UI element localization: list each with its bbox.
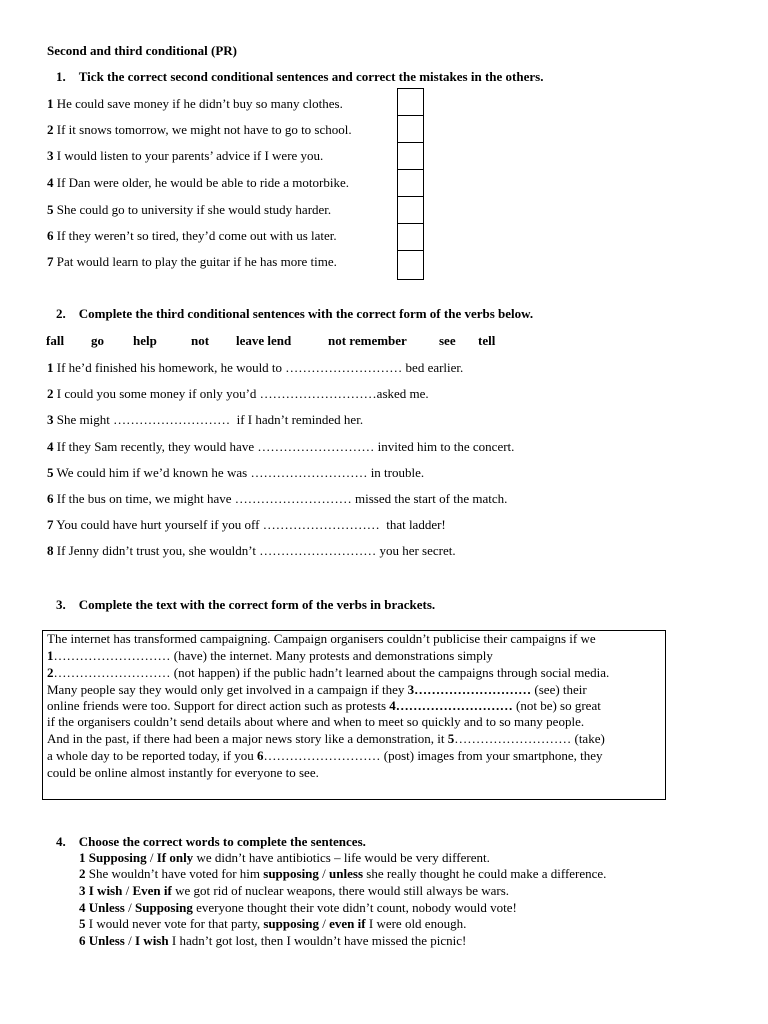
tick-box[interactable] xyxy=(397,142,424,170)
text-box-line xyxy=(47,665,609,681)
s1-sentence xyxy=(47,96,343,112)
s1-sentence-text: She could go to university if she would study harder. xyxy=(56,202,332,217)
s2-sentence-end: that ladder! xyxy=(379,517,446,532)
s4-sentence xyxy=(79,916,466,932)
text-run: online friends were too. Support for direct action such as protests xyxy=(47,698,390,713)
s2-sentence-end: if I hadn’t reminded her. xyxy=(230,412,364,427)
s1-sentence xyxy=(47,202,331,218)
text-box-line xyxy=(47,731,605,747)
bold-text-run: Even if xyxy=(132,883,172,898)
s2-sentence-start: If the bus on time, we might have xyxy=(56,491,235,506)
s2-sentence-number: 7 xyxy=(47,517,54,532)
s2-answer-blank[interactable]: ……………………… xyxy=(285,360,403,375)
s2-sentence xyxy=(47,517,446,533)
bold-text-run: 3 I wish xyxy=(79,883,123,898)
section-1-number: 1. xyxy=(56,69,66,84)
s2-sentence xyxy=(47,465,424,481)
text-box-line xyxy=(47,748,603,764)
bold-text-run: 4……………………… xyxy=(389,698,513,713)
s1-sentence xyxy=(47,148,323,164)
section-1-heading-text: Tick the correct second conditional sentences and correct the mistakes in the others. xyxy=(78,69,544,84)
bold-text-run: 2 xyxy=(47,665,54,680)
s2-sentence xyxy=(47,439,514,455)
text-run: (see) their xyxy=(531,682,587,697)
verb-word: fall xyxy=(46,333,65,348)
text-run: a whole day to be reported today, if you xyxy=(47,748,257,763)
text-run: could be online almost instantly for everyone to see. xyxy=(47,765,319,780)
s2-sentence-number: 3 xyxy=(47,412,54,427)
verb-word: not xyxy=(191,333,210,348)
text-run: Many people say they would only get involved in a campaign if they xyxy=(47,682,408,697)
s4-sentence xyxy=(79,850,490,866)
bold-text-run: even if xyxy=(329,916,366,931)
s2-answer-blank[interactable]: ……………………… xyxy=(257,439,375,454)
s2-sentence-end: you her secret. xyxy=(376,543,456,558)
s2-sentence-end: in trouble. xyxy=(367,465,425,480)
verb-word: go xyxy=(91,333,104,348)
s2-sentence-start: If they Sam recently, they would have xyxy=(56,439,258,454)
s2-sentence-end: asked me. xyxy=(376,386,429,401)
s2-sentence-start: You could have hurt yourself if you off xyxy=(56,517,263,532)
bold-text-run: unless xyxy=(329,866,364,881)
s2-sentence xyxy=(47,491,507,507)
text-run: The internet has transformed campaigning. Campaign organisers couldn’t publicise their campaigns if we xyxy=(47,631,596,646)
s4-sentence xyxy=(79,933,466,949)
s2-sentence-end: bed earlier. xyxy=(402,360,464,375)
section-3-heading-text: Complete the text with the correct form of the verbs in brackets. xyxy=(78,597,436,612)
verb-word: tell xyxy=(478,333,496,348)
s2-sentence-start: She might xyxy=(56,412,114,427)
text-run: if the organisers couldn’t send details about where and when to meet so quickly and to so many people. xyxy=(47,714,585,729)
verb-word: not remember xyxy=(328,333,407,348)
s4-sentence xyxy=(79,866,606,882)
bold-text-run: 1 Supposing xyxy=(79,850,147,865)
worksheet-title: Second and third conditional (PR) xyxy=(47,43,237,58)
s2-sentence xyxy=(47,543,456,559)
text-box-line xyxy=(47,714,584,730)
s2-sentence-number: 2 xyxy=(47,386,54,401)
tick-box[interactable] xyxy=(397,223,424,251)
s1-sentence-number: 1 xyxy=(47,96,54,111)
section-4-heading xyxy=(56,834,366,850)
text-run: / xyxy=(124,900,135,915)
s2-sentence-number: 6 xyxy=(47,491,54,506)
text-run: everyone thought their vote didn’t count, nobody would vote! xyxy=(192,900,517,915)
s1-sentence-number: 7 xyxy=(47,254,54,269)
s1-sentence-text: If Dan were older, he would be able to ride a motorbike. xyxy=(56,175,349,190)
s2-sentence xyxy=(47,386,429,402)
section-4-heading-text: Choose the correct words to complete the sentences. xyxy=(78,834,366,849)
section-3-number: 3. xyxy=(56,597,66,612)
bold-text-run: 1 xyxy=(47,648,54,663)
s2-answer-blank[interactable]: ……………………… xyxy=(259,386,377,401)
text-run: I were old enough. xyxy=(365,916,467,931)
text-box xyxy=(42,630,666,800)
s2-sentence-start: If Jenny didn’t trust you, she wouldn’t xyxy=(56,543,260,558)
s2-answer-blank[interactable]: ……………………… xyxy=(250,465,368,480)
bold-text-run: I wish xyxy=(135,933,169,948)
s1-sentence-number: 4 xyxy=(47,175,54,190)
bold-text-run: supposing xyxy=(263,866,319,881)
verb-word: leave lend xyxy=(236,333,292,348)
s1-sentence-number: 3 xyxy=(47,148,54,163)
s2-answer-blank[interactable]: ……………………… xyxy=(234,491,352,506)
tick-box[interactable] xyxy=(397,115,424,143)
s2-sentence-end: invited him to the concert. xyxy=(374,439,515,454)
s1-sentence xyxy=(47,122,352,138)
bold-text-run: 2 xyxy=(79,866,86,881)
text-box-line xyxy=(47,648,493,664)
s1-sentence-text: If it snows tomorrow, we might not have to go to school. xyxy=(56,122,352,137)
s2-sentence-number: 1 xyxy=(47,360,54,375)
text-run: / xyxy=(146,850,157,865)
s2-sentence-number: 8 xyxy=(47,543,54,558)
bold-text-run: 6 xyxy=(256,748,264,763)
text-run: ……………………… (not happen) if the public hadn’t learned about the campaigns through social media. xyxy=(53,665,610,680)
s2-answer-blank[interactable]: ……………………… xyxy=(262,517,380,532)
tick-box[interactable] xyxy=(397,88,424,116)
section-3-heading xyxy=(56,597,435,613)
tick-box[interactable] xyxy=(397,250,424,280)
s1-sentence-text: He could save money if he didn’t buy so many clothes. xyxy=(56,96,343,111)
s2-sentence-start: I could you some money if only you’d xyxy=(56,386,260,401)
s2-sentence-start: If he’d finished his homework, he would to xyxy=(56,360,286,375)
s1-sentence-number: 2 xyxy=(47,122,54,137)
text-run: / xyxy=(318,866,330,881)
text-run: ……………………… (take) xyxy=(454,731,605,746)
text-run: / xyxy=(124,933,135,948)
s2-sentence xyxy=(47,360,463,376)
s2-answer-blank[interactable]: ……………………… xyxy=(113,412,231,427)
tick-box[interactable] xyxy=(397,169,424,197)
text-run: She wouldn’t have voted for him xyxy=(85,866,264,881)
text-box-line xyxy=(47,698,601,714)
text-run: we didn’t have antibiotics – life would be very different. xyxy=(193,850,490,865)
s2-sentence xyxy=(47,412,363,428)
bold-text-run: 4 Unless xyxy=(79,900,125,915)
text-run: / xyxy=(319,916,330,931)
text-run: I hadn’t got lost, then I wouldn’t have missed the picnic! xyxy=(168,933,467,948)
text-run: she really thought he could make a difference. xyxy=(363,866,607,881)
text-run: (not be) so great xyxy=(512,698,601,713)
s2-answer-blank[interactable]: ……………………… xyxy=(259,543,377,558)
text-run: ……………………… (have) the internet. Many protests and demonstrations simply xyxy=(53,648,493,663)
bold-text-run: 5 xyxy=(79,916,86,931)
s2-sentence-number: 4 xyxy=(47,439,54,454)
section-2-heading-text: Complete the third conditional sentences with the correct form of the verbs below. xyxy=(78,306,534,321)
s1-sentence-text: I would listen to your parents’ advice if I were you. xyxy=(56,148,324,163)
text-run: And in the past, if there had been a major news story like a demonstration, it xyxy=(47,731,448,746)
bold-text-run: 3……………………… xyxy=(407,682,532,697)
s2-sentence-start: We could him if we’d known he was xyxy=(56,465,251,480)
text-run: we got rid of nuclear weapons, there would still always be wars. xyxy=(171,883,510,898)
s1-sentence-number: 6 xyxy=(47,228,54,243)
s1-sentence xyxy=(47,228,337,244)
s1-sentence-text: If they weren’t so tired, they’d come out with us later. xyxy=(56,228,337,243)
text-box-line xyxy=(47,631,596,647)
text-box-line xyxy=(47,765,319,781)
tick-box[interactable] xyxy=(397,196,424,224)
s1-sentence xyxy=(47,254,337,270)
text-run: ……………………… (post) images from your smartphone, they xyxy=(263,748,603,763)
verb-word: see xyxy=(439,333,456,348)
text-run: / xyxy=(122,883,133,898)
bold-text-run: supposing xyxy=(263,916,320,931)
bold-text-run: 6 Unless xyxy=(79,933,125,948)
text-box-line xyxy=(47,682,587,698)
bold-text-run: Supposing xyxy=(135,900,193,915)
bold-text-run: 5 xyxy=(447,731,455,746)
s4-sentence xyxy=(79,900,517,916)
section-1-heading xyxy=(56,69,543,85)
text-run: I would never vote for that party, xyxy=(85,916,264,931)
s1-sentence xyxy=(47,175,349,191)
s2-sentence-end: missed the start of the match. xyxy=(351,491,508,506)
s1-sentence-text: Pat would learn to play the guitar if he has more time. xyxy=(56,254,337,269)
s4-sentence xyxy=(79,883,509,899)
section-2-number: 2. xyxy=(56,306,66,321)
section-2-heading xyxy=(56,306,533,322)
section-4-number: 4. xyxy=(56,834,66,849)
s1-sentence-number: 5 xyxy=(47,202,54,217)
bold-text-run: If only xyxy=(156,850,194,865)
s2-sentence-number: 5 xyxy=(47,465,54,480)
verb-word: help xyxy=(133,333,157,348)
